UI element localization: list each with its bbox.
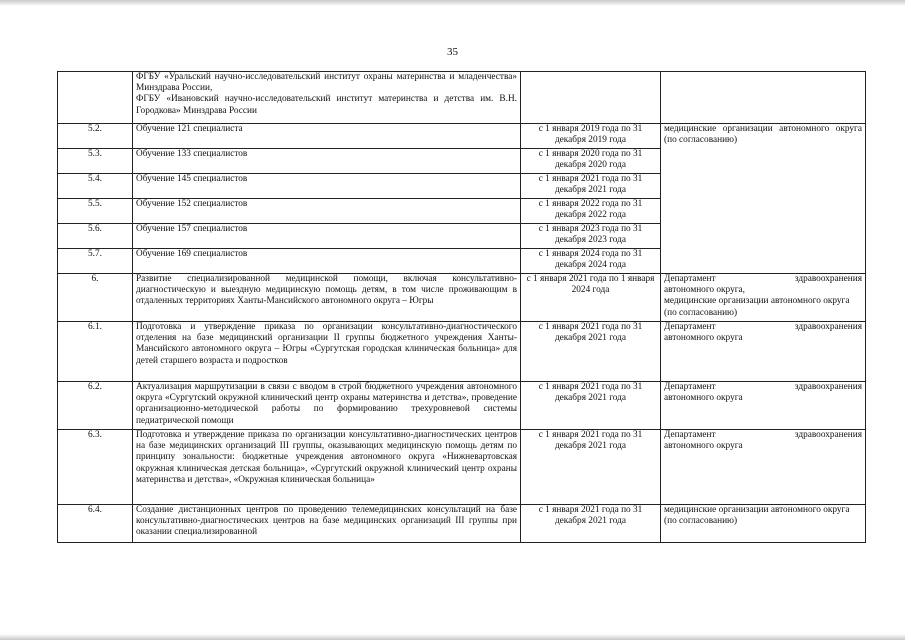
row-number: [58, 72, 133, 124]
table-row: [58, 382, 866, 430]
table-row: [58, 430, 866, 505]
executor-text: автономного округа: [664, 393, 743, 404]
period-text: с 1 января 2021 года по 31 декабря 2021 года: [521, 430, 661, 505]
executor-text: медицинские организации автономного округа (по согласованию): [661, 505, 866, 543]
period-text: с 1 января 2021 года по 31 декабря 2021 года: [521, 382, 661, 430]
table-row: [58, 72, 866, 124]
period-text: с 1 января 2022 года по 31 декабря 2022 года: [521, 199, 661, 224]
table-row: [58, 322, 866, 382]
row-number: 6.: [58, 274, 133, 322]
executor-department-line: [664, 274, 862, 285]
executor-department: Департамент: [664, 322, 716, 332]
activity-text: Подготовка и утверждение приказа по организации консультативно-диагностических центров на базе медицинских организаций III группы, оказывающих медицинскую помощь детям по принципу зональности: бюджетные учреждения автономного округа «Нижневартовская окружная клиническая детская больница», «Сургутский окружной клинический центр охраны материнства и детства», «Окружная клиническая больница»: [133, 430, 521, 505]
executor-department-type: здравоохранения: [794, 274, 862, 284]
executor-department-type: здравоохранения: [794, 382, 862, 392]
activity-text: Обучение 169 специалистов: [133, 249, 521, 274]
row-number: 6.3.: [58, 430, 133, 505]
executor-department-type: здравоохранения: [794, 322, 862, 332]
executor-text: медицинские организации автономного округа (по согласованию): [661, 124, 866, 274]
executor-text: автономного округа: [664, 441, 743, 452]
period-text: с 1 января 2019 года по 31 декабря 2019 года: [521, 124, 661, 149]
row-number: 5.7.: [58, 249, 133, 274]
period-text: с 1 января 2021 года по 1 января 2024 года: [521, 274, 661, 322]
period-text: [521, 72, 661, 124]
scan-edge-bottom: [0, 634, 905, 640]
activity-text: Обучение 152 специалистов: [133, 199, 521, 224]
page-number: 35: [447, 46, 458, 58]
executor-department: Департамент: [664, 430, 716, 440]
row-number: 5.5.: [58, 199, 133, 224]
executor-cell: [661, 322, 866, 382]
row-number: 5.2.: [58, 124, 133, 149]
activity-text: Обучение 133 специалистов: [133, 149, 521, 174]
activity-text: ФГБУ «Уральский научно-исследовательский институт охраны материнства и младенчества» Минздрава России, ФГБУ «Ивановский научно-исследовательский институт материнства и детства им. В.Н. Городкова» Минздрава России: [133, 72, 521, 124]
row-number: 6.2.: [58, 382, 133, 430]
plan-table: [57, 71, 866, 543]
row-number: 5.6.: [58, 224, 133, 249]
row-number: 6.4.: [58, 505, 133, 543]
activity-text: Подготовка и утверждение приказа по организации консультативно-диагностического отделения на базе медицинский организации II группы бюджетного учреждения Ханты-Мансийского автономного округа – Югры «Сургутская городская клиническая больница» для детей старшего возраста и подростков: [133, 322, 521, 382]
scan-edge-top: [0, 0, 905, 6]
executor-department-type: здравоохранения: [794, 430, 862, 440]
period-text: с 1 января 2024 года по 31 декабря 2024 года: [521, 249, 661, 274]
period-text: с 1 января 2021 года по 31 декабря 2021 года: [521, 505, 661, 543]
activity-text: Обучение 121 специалиста: [133, 124, 521, 149]
executor-text: автономного округа, медицинские организации автономного округа (по согласованию): [664, 285, 850, 318]
period-text: с 1 января 2020 года по 31 декабря 2020 года: [521, 149, 661, 174]
activity-text: Обучение 145 специалистов: [133, 174, 521, 199]
executor-department-line: [664, 322, 862, 333]
row-number: 6.1.: [58, 322, 133, 382]
executor-cell: [661, 274, 866, 322]
table-row: [58, 274, 866, 322]
executor-cell: [661, 430, 866, 505]
activity-text: Развитие специализированной медицинской помощи, включая консультативно-диагностическую и выездную медицинскую помощь детям, в том числе проживающим в отдаленных территориях Ханты-Мансийского автономного округа – Югры: [133, 274, 521, 322]
period-text: с 1 января 2021 года по 31 декабря 2021 года: [521, 174, 661, 199]
activity-text: Создание дистанционных центров по проведению телемедицинских консультаций на базе консультативно-диагностических центров на базе медицинских организаций III группы при оказании специализированной: [133, 505, 521, 543]
activity-text: Обучение 157 специалистов: [133, 224, 521, 249]
activity-text: Актуализация маршрутизации в связи с вводом в строй бюджетного учреждения автономного округа «Сургутский окружной клинический центр охраны материнства и детства», проведение организационно-методической работы по формированию трехуровневой системы педиатрической помощи: [133, 382, 521, 430]
table-row: [58, 124, 866, 149]
executor-department: Департамент: [664, 382, 716, 392]
period-text: с 1 января 2021 года по 31 декабря 2021 года: [521, 322, 661, 382]
period-text: с 1 января 2023 года по 31 декабря 2023 года: [521, 224, 661, 249]
executor-cell: [661, 382, 866, 430]
executor-text: автономного округа: [664, 333, 743, 344]
table-row: [58, 505, 866, 543]
executor-department: Департамент: [664, 274, 716, 284]
row-number: 5.4.: [58, 174, 133, 199]
executor-department-line: [664, 430, 862, 441]
executor-department-line: [664, 382, 862, 393]
row-number: 5.3.: [58, 149, 133, 174]
executor-text: [661, 72, 866, 124]
